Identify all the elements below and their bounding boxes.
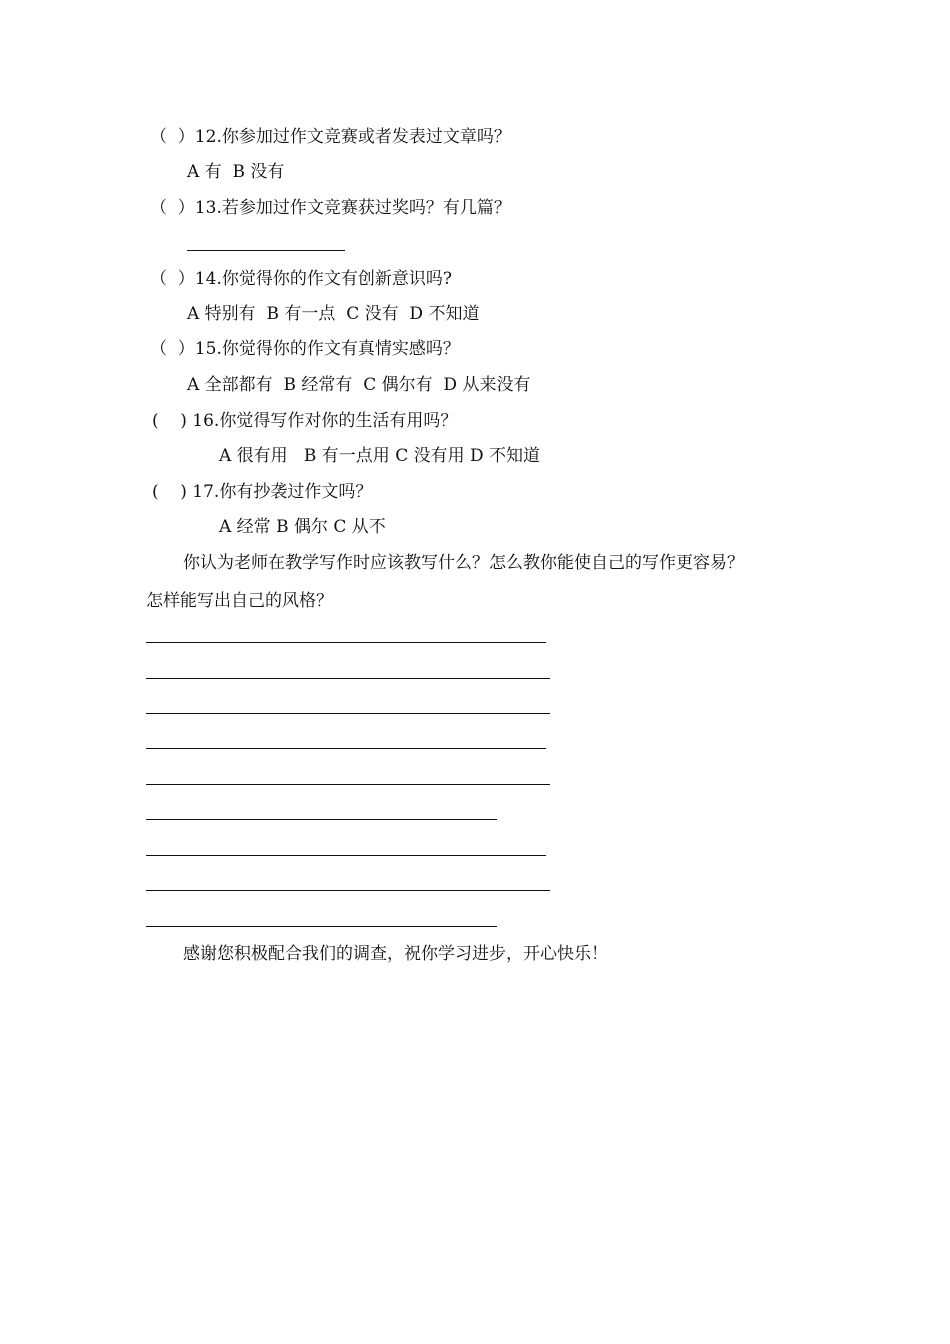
answer-line[interactable] [146,819,497,820]
question-16-stem: ( ) 16.你觉得写作对你的生活有用吗？ [152,411,458,431]
answer-line[interactable] [146,890,550,891]
answer-line[interactable] [146,678,550,679]
question-12-options: A 有 B 没有 [187,162,285,182]
open-question-line-1: 你认为老师在教学写作时应该教写什么？怎么教你能使自己的写作更容易？ [183,553,744,573]
answer-line[interactable] [146,855,546,856]
question-14-options: A 特别有 B 有一点 C 没有 D 不知道 [187,304,480,324]
question-15-stem: （ ）15.你觉得你的作文有真情实感吗？ [150,339,460,359]
question-15-options: A 全部都有 B 经常有 C 偶尔有 D 从来没有 [187,375,531,395]
answer-line[interactable] [146,713,550,714]
question-16-options: A 很有用 B 有一点用 C 没有用 D 不知道 [219,446,541,466]
answer-line[interactable] [146,642,546,643]
closing-message: 感谢您积极配合我们的调查，祝你学习进步，开心快乐！ [183,944,608,964]
question-13-answer-blank[interactable] [187,250,345,251]
answer-line[interactable] [146,926,497,927]
answer-line[interactable] [146,748,546,749]
question-12-stem: （ ）12.你参加过作文竞赛或者发表过文章吗？ [150,127,511,147]
question-14-stem: （ ）14.你觉得你的作文有创新意识吗? [150,269,452,289]
answer-line[interactable] [146,784,550,785]
question-17-options: A 经常 B 偶尔 C 从不 [219,517,386,537]
open-question-line-2: 怎样能写出自己的风格？ [146,591,333,611]
question-13-stem: （ ）13.若参加过作文竞赛获过奖吗？有几篇？ [150,198,511,218]
question-17-stem: ( ) 17.你有抄袭过作文吗？ [152,482,373,502]
